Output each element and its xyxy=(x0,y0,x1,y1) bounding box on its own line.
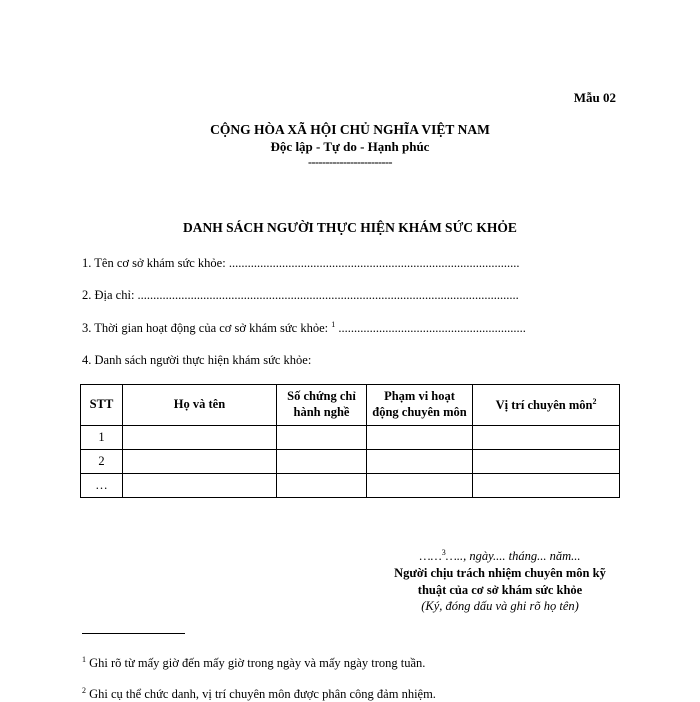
col-header-stt: STT xyxy=(81,385,123,426)
place-date-line xyxy=(330,548,670,564)
footnote-mark-1: 1 xyxy=(82,655,86,664)
signer-role xyxy=(330,565,670,599)
footnote-ref-1: 1 xyxy=(331,320,336,329)
cell-position[interactable] xyxy=(473,450,620,474)
col-header-name: Họ và tên xyxy=(123,385,277,426)
footnote-ref-3: 3 xyxy=(441,548,446,557)
row-stt: … xyxy=(81,474,123,498)
operating-time-field xyxy=(82,320,526,336)
operating-time-label: 3. Thời gian hoạt động của cơ sở khám sức khỏe: xyxy=(82,321,332,336)
table-row xyxy=(81,474,620,498)
operating-time-dots: ............................................................ xyxy=(335,321,526,336)
col-header-scope xyxy=(367,385,473,426)
signer-role-line-2: thuật của cơ sở khám sức khỏe xyxy=(417,583,583,597)
place-prefix: …… xyxy=(419,549,442,564)
staff-table xyxy=(80,384,620,498)
scope-line-2: động chuyên môn xyxy=(372,405,467,419)
staff-list-label: 4. Danh sách người thực hiện khám sức khỏe: xyxy=(82,353,312,367)
row-stt: 1 xyxy=(81,426,123,450)
national-title: CỘNG HÒA XÃ HỘI CHỦ NGHĨA VIỆT NAM xyxy=(210,122,490,137)
cell-position[interactable] xyxy=(473,474,620,498)
footnote-1 xyxy=(82,655,425,671)
header-separator: ------------------------ xyxy=(308,155,392,169)
facility-name-field: 1. Tên cơ sở khám sức khỏe: ............................................................................................. xyxy=(82,256,520,270)
signer-role-line-1: Người chịu trách nhiệm chuyên môn kỹ xyxy=(394,566,606,580)
footnote-text-1: Ghi rõ từ mấy giờ đến mấy giờ trong ngày và mấy ngày trong tuần. xyxy=(86,656,426,671)
row-stt: 2 xyxy=(81,450,123,474)
footnote-ref-2: 2 xyxy=(592,396,597,406)
form-code: Mẫu 02 xyxy=(573,90,616,105)
col-header-certificate xyxy=(277,385,367,426)
cell-scope[interactable] xyxy=(367,474,473,498)
address-field: 2. Địa chỉ: .......................................................................................................................... xyxy=(82,288,519,302)
col-header-position xyxy=(473,385,620,426)
cell-name[interactable] xyxy=(123,474,277,498)
footnote-text-2: Ghi cụ thể chức danh, vị trí chuyên môn được phân công đảm nhiệm. xyxy=(86,687,436,702)
cell-certificate[interactable] xyxy=(277,426,367,450)
cell-scope[interactable] xyxy=(367,450,473,474)
footnote-divider xyxy=(82,633,185,634)
cell-position[interactable] xyxy=(473,426,620,450)
signature-instruction: (Ký, đóng dấu và ghi rõ họ tên) xyxy=(421,599,579,613)
cell-certificate[interactable] xyxy=(277,474,367,498)
table-row xyxy=(81,450,620,474)
cert-line-2: hành nghề xyxy=(293,405,350,419)
table-header-row xyxy=(81,385,620,426)
date-text: ….., ngày.... tháng... năm... xyxy=(445,549,581,564)
cell-scope[interactable] xyxy=(367,426,473,450)
footnote-mark-2: 2 xyxy=(82,686,86,695)
scope-line-1: Phạm vi hoạt xyxy=(384,389,455,404)
table-row xyxy=(81,426,620,450)
cell-name[interactable] xyxy=(123,426,277,450)
document-title: DANH SÁCH NGƯỜI THỰC HIỆN KHÁM SỨC KHỎE xyxy=(183,220,517,235)
cell-name[interactable] xyxy=(123,450,277,474)
cert-line-1: Số chứng chỉ xyxy=(287,389,356,404)
national-motto: Độc lập - Tự do - Hạnh phúc xyxy=(270,139,430,154)
cell-certificate[interactable] xyxy=(277,450,367,474)
position-label: Vị trí chuyên môn xyxy=(495,397,593,412)
